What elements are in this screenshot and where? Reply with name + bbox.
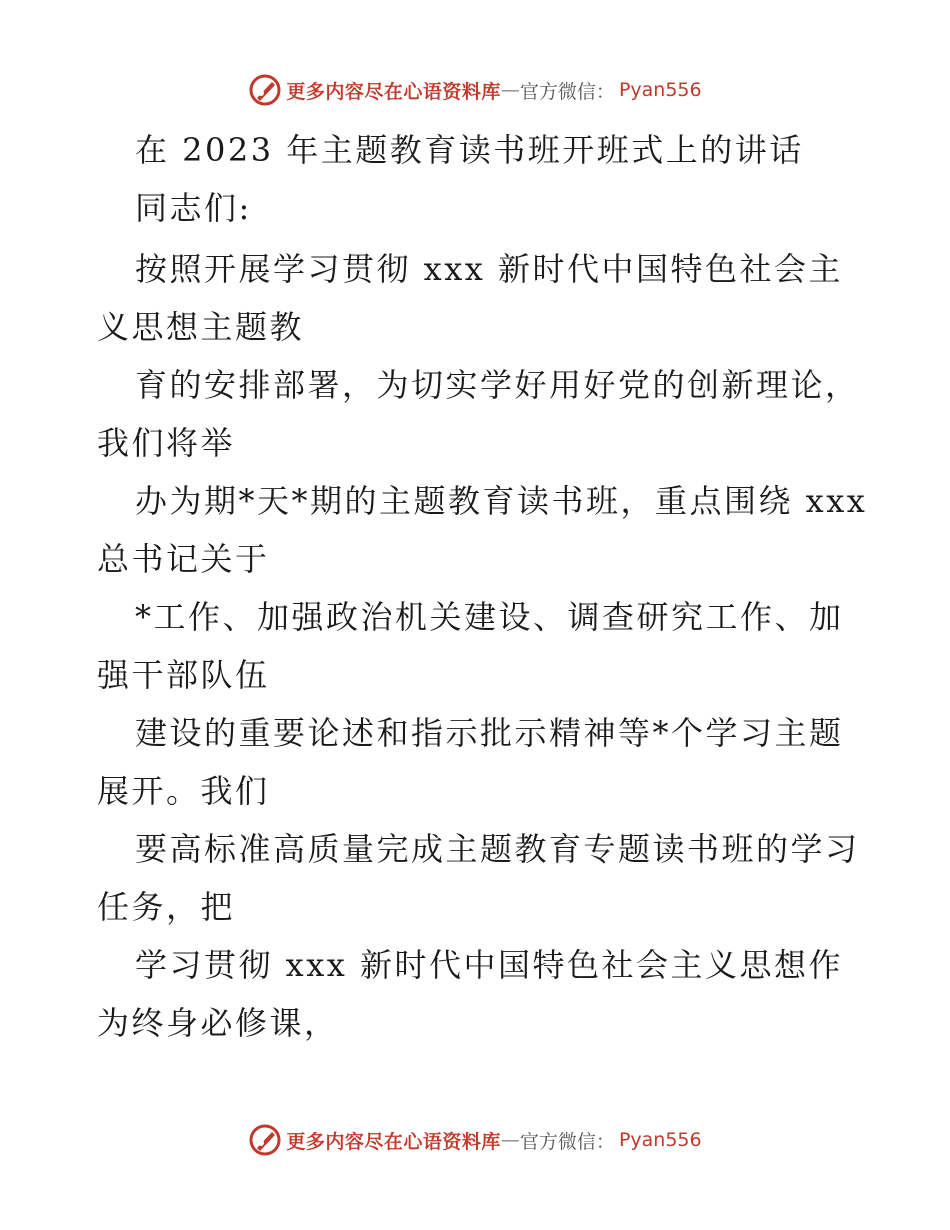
paragraph-line: 按照开展学习贯彻 xxx 新时代中国特色社会主: [135, 250, 843, 288]
watermark-main-text: 更多内容尽在心语资料库: [286, 1130, 501, 1153]
watermark-label: 官方微信：: [519, 1130, 615, 1153]
salutation: 同志们:: [135, 189, 252, 227]
watermark-label: 官方微信：: [519, 80, 615, 103]
watermark-logo-icon: [248, 73, 282, 107]
paragraph-line: 任务，把: [97, 888, 236, 926]
paragraph-line: 育的安排部署，为切实学好用好党的创新理论，: [135, 366, 860, 404]
watermark-id: Pyan556: [618, 79, 702, 101]
paragraph-line: 总书记关于: [97, 540, 270, 578]
watermark-footer: [0, 1120, 950, 1160]
watermark-header: [0, 70, 950, 110]
paragraph-line: 强干部队伍: [97, 656, 270, 694]
paragraph-line: 建设的重要论述和指示批示精神等*个学习主题: [135, 714, 844, 752]
document-title: 在 2023 年主题教育读书班开班式上的讲话: [135, 131, 804, 169]
paragraph-line: 要高标准高质量完成主题教育专题读书班的学习: [135, 830, 860, 868]
paragraph-line: *工作、加强政治机关建设、调查研究工作、加: [135, 598, 844, 636]
paragraph-line: 学习贯彻 xxx 新时代中国特色社会主义思想作: [135, 946, 843, 984]
paragraph-line: 展开。我们: [97, 772, 270, 810]
paragraph-line: 为终身必修课，: [97, 1004, 339, 1042]
watermark-dash: —: [500, 1129, 520, 1151]
watermark-main-text: 更多内容尽在心语资料库: [286, 80, 501, 103]
paragraph-line: 办为期*天*期的主题教育读书班，重点围绕 xxx: [135, 482, 868, 520]
watermark-id: Pyan556: [618, 1129, 702, 1151]
paragraph-line: 我们将举: [97, 424, 236, 462]
watermark-dash: —: [500, 79, 520, 101]
watermark-logo-icon: [248, 1123, 282, 1157]
paragraph-line: 义思想主题教: [97, 308, 305, 346]
